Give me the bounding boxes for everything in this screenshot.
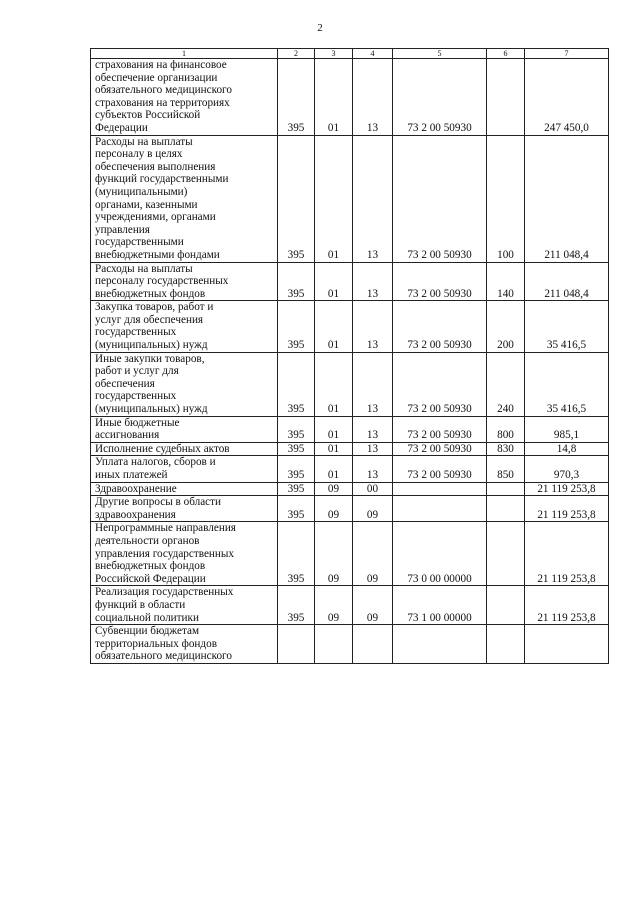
column-number: 4 [353,49,393,59]
row-name-line: учреждениями, органами [95,211,216,224]
subsection-code: 13 [353,59,393,136]
amount: 247 450,0 [525,59,609,136]
section-code: 09 [315,482,353,496]
expense-type-code: 200 [487,301,525,352]
amount: 211 048,4 [525,135,609,262]
row-name-line: Федерации [95,121,148,134]
row-name [91,482,278,496]
table-row [91,586,609,625]
expense-type-code: 850 [487,456,525,482]
target-article-code [393,482,487,496]
row-name-line: государственных [95,326,177,339]
expense-type-code: 800 [487,416,525,442]
amount: 211 048,4 [525,262,609,301]
row-name-line: управления государственных [95,547,235,560]
row-name-line: (муниципальных) нужд [95,403,208,416]
row-name-line: Иные бюджетные [95,416,180,429]
column-number: 7 [525,49,609,59]
row-name [91,442,278,456]
target-article-code [393,496,487,522]
admin-code [278,625,315,664]
row-name-line: обязательного медицинского [95,84,232,97]
section-code: 01 [315,301,353,352]
row-name-line: Субвенции бюджетам [95,625,200,638]
admin-code: 395 [278,416,315,442]
section-code: 09 [315,496,353,522]
column-number: 3 [315,49,353,59]
row-name [91,456,278,482]
row-name [91,416,278,442]
target-article-code: 73 2 00 50930 [393,59,487,136]
row-name-line: обязательного медицинского [95,650,232,663]
row-name [91,586,278,625]
admin-code: 395 [278,262,315,301]
amount: 35 416,5 [525,301,609,352]
row-name-line: ассигнования [95,429,160,442]
row-name-line: Другие вопросы в области [95,496,222,509]
row-name-line: территориальных фондов [95,637,217,650]
section-code [315,625,353,664]
row-name-line: субъектов Российской [95,109,201,122]
table-row [91,442,609,456]
column-number: 2 [278,49,315,59]
row-name-line: обеспечения [95,377,155,390]
target-article-code: 73 1 00 00000 [393,586,487,625]
row-name-line: страхования на финансовое [95,59,227,71]
target-article-code [393,625,487,664]
section-code: 01 [315,262,353,301]
row-name-line: обеспечения выполнения [95,160,216,173]
row-name-line: социальной политики [95,611,199,624]
expense-type-code: 830 [487,442,525,456]
row-name-line: Закупка товаров, работ и [95,301,214,314]
row-name-line: работ и услуг для [95,365,179,378]
target-article-code: 73 2 00 50930 [393,135,487,262]
table-row [91,522,609,586]
row-name-line: иных платежей [95,469,168,481]
admin-code: 395 [278,522,315,586]
table-row [91,482,609,496]
row-name-line: персоналу государственных [95,275,229,288]
row-name-line: Расходы на выплаты [95,262,193,275]
row-name-line: Российской Федерации [95,572,206,585]
expense-type-code [487,625,525,664]
section-code: 01 [315,352,353,416]
row-name-line: Здравоохранение [95,482,177,495]
row-name-line: персоналу в целях [95,148,183,161]
amount: 985,1 [525,416,609,442]
table-row [91,456,609,482]
section-code: 01 [315,416,353,442]
row-name-line: внебюджетных фондов [95,560,206,573]
table-row [91,301,609,352]
row-name-line: органами, казенными [95,198,198,211]
amount: 21 119 253,8 [525,496,609,522]
subsection-code: 09 [353,496,393,522]
expense-type-code [487,522,525,586]
row-name-line: здравоохранения [95,508,176,521]
row-name [91,301,278,352]
row-name-line: Исполнение судебных актов [95,442,230,455]
row-name-line: государственных [95,390,177,403]
table-row [91,262,609,301]
row-name-line: услуг для обеспечения [95,313,204,326]
expense-type-code: 100 [487,135,525,262]
table-row [91,416,609,442]
subsection-code: 13 [353,301,393,352]
target-article-code: 73 2 00 50930 [393,352,487,416]
expense-type-code [487,59,525,136]
column-number: 6 [487,49,525,59]
row-name-line: функций государственными [95,173,229,186]
row-name [91,59,278,136]
section-code: 01 [315,442,353,456]
expense-type-code [487,496,525,522]
row-name-line: Расходы на выплаты [95,135,193,148]
admin-code: 395 [278,496,315,522]
section-code: 09 [315,522,353,586]
row-name-line: обеспечение организации [95,71,218,84]
row-name-line: Реализация государственных [95,586,234,599]
row-name [91,496,278,522]
row-name-line: внебюджетными фондами [95,248,220,261]
section-code: 01 [315,59,353,136]
amount: 35 416,5 [525,352,609,416]
subsection-code: 00 [353,482,393,496]
row-name-line: функций в области [95,598,186,611]
table-row [91,496,609,522]
row-name-line: Непрограммные направления [95,522,236,535]
row-name-line: Уплата налогов, сборов и [95,456,216,469]
row-name [91,352,278,416]
amount: 21 119 253,8 [525,586,609,625]
row-name-line: деятельности органов [95,534,200,547]
column-number: 5 [393,49,487,59]
row-name-line: страхования на территориях [95,96,230,109]
amount: 21 119 253,8 [525,522,609,586]
row-name-line: (муниципальными) [95,185,188,198]
subsection-code: 13 [353,416,393,442]
subsection-code: 09 [353,522,393,586]
amount [525,625,609,664]
target-article-code: 73 2 00 50930 [393,456,487,482]
admin-code: 395 [278,301,315,352]
target-article-code: 73 0 00 00000 [393,522,487,586]
target-article-code: 73 2 00 50930 [393,301,487,352]
page-number: 2 [317,22,323,34]
row-name [91,625,278,664]
table-row [91,625,609,664]
row-name [91,522,278,586]
admin-code: 395 [278,482,315,496]
table-row [91,135,609,262]
admin-code: 395 [278,135,315,262]
row-name-line: государственными [95,236,184,249]
admin-code: 395 [278,59,315,136]
row-name [91,135,278,262]
target-article-code: 73 2 00 50930 [393,442,487,456]
admin-code: 395 [278,456,315,482]
admin-code: 395 [278,586,315,625]
amount: 14,8 [525,442,609,456]
table-row [91,59,609,136]
row-name-line: Иные закупки товаров, [95,352,205,365]
row-name-line: управления [95,223,150,236]
amount: 970,3 [525,456,609,482]
row-name [91,262,278,301]
budget-table [90,48,609,664]
expense-type-code: 140 [487,262,525,301]
admin-code: 395 [278,442,315,456]
subsection-code: 09 [353,586,393,625]
expense-type-code [487,586,525,625]
subsection-code: 13 [353,262,393,301]
subsection-code: 13 [353,352,393,416]
amount: 21 119 253,8 [525,482,609,496]
admin-code: 395 [278,352,315,416]
column-number: 1 [91,49,278,59]
expense-type-code: 240 [487,352,525,416]
row-name-line: (муниципальных) нужд [95,339,208,352]
row-name-line: внебюджетных фондов [95,287,206,300]
target-article-code: 73 2 00 50930 [393,262,487,301]
subsection-code: 13 [353,135,393,262]
subsection-code: 13 [353,456,393,482]
column-number-row [91,49,609,59]
section-code: 01 [315,135,353,262]
table-row [91,352,609,416]
section-code: 01 [315,456,353,482]
expense-type-code [487,482,525,496]
section-code: 09 [315,586,353,625]
subsection-code [353,625,393,664]
target-article-code: 73 2 00 50930 [393,416,487,442]
subsection-code: 13 [353,442,393,456]
